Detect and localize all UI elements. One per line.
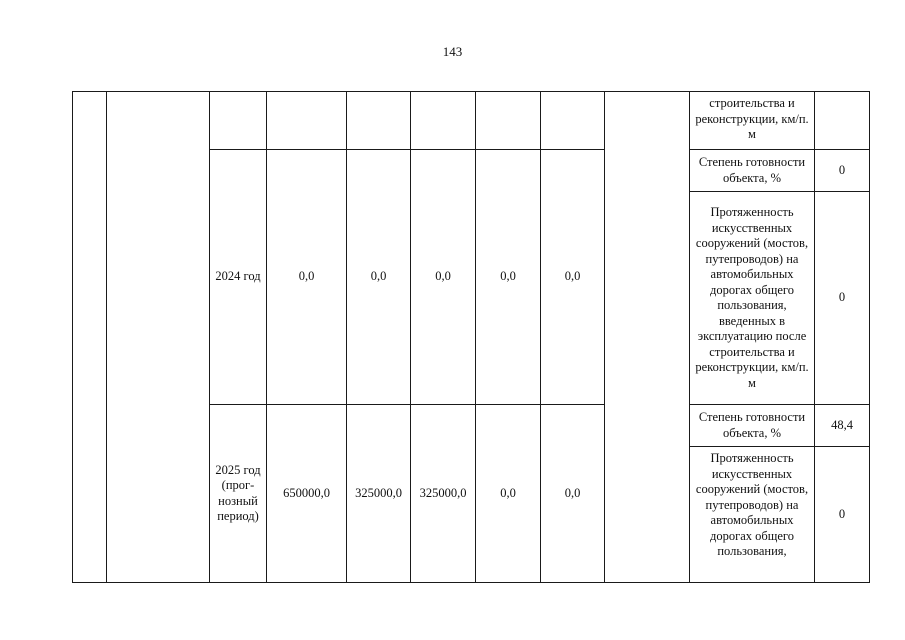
amount-source-2: 0,0 <box>411 150 476 405</box>
budget-table <box>72 91 870 583</box>
indicator-value-cell: 0 <box>815 447 870 583</box>
amount-source-4: 0,0 <box>541 405 605 583</box>
executor-cell <box>605 92 690 583</box>
amount-source-4: 0,0 <box>541 150 605 405</box>
year-cell-empty <box>210 92 267 150</box>
amount-cell-empty <box>476 92 541 150</box>
year-label: 2024 год <box>210 150 267 405</box>
year-label: 2025 год (прог-нозный период) <box>210 405 267 583</box>
amount-source-1: 0,0 <box>347 150 411 405</box>
row-number-cell <box>73 92 107 583</box>
amount-source-3: 0,0 <box>476 150 541 405</box>
continuation-row <box>73 92 870 150</box>
indicator-name-cell: Степень готовности объекта, % <box>690 405 815 447</box>
page-number: 143 <box>442 44 463 59</box>
indicator-value-cell: 48,4 <box>815 405 870 447</box>
amount-cell-empty <box>541 92 605 150</box>
indicator-value-cell: 0 <box>815 150 870 192</box>
amount-source-3: 0,0 <box>476 405 541 583</box>
indicator-name-cell: строительства и реконструкции, км/п. м <box>690 92 815 150</box>
object-name-cell <box>107 92 210 583</box>
amount-total: 0,0 <box>267 150 347 405</box>
indicator-value-cell: 0 <box>815 192 870 405</box>
amount-source-2: 325000,0 <box>411 405 476 583</box>
amount-source-1: 325000,0 <box>347 405 411 583</box>
indicator-name-cell: Протяженность искусственных сооружений (мостов, путепроводов) на автомобильных дорогах общего пользования, <box>690 447 815 583</box>
indicator-name-cell: Степень готовности объекта, % <box>690 150 815 192</box>
amount-cell-empty <box>347 92 411 150</box>
amount-cell-empty <box>411 92 476 150</box>
amount-total: 650000,0 <box>267 405 347 583</box>
indicator-value-cell <box>815 92 870 150</box>
indicator-name-cell: Протяженность искусственных сооружений (мостов, путепроводов) на автомобильных дорогах общего пользования, введенных в эксплуатацию после строительства и реконструкции, км/п. м <box>690 192 815 405</box>
amount-cell-empty <box>267 92 347 150</box>
